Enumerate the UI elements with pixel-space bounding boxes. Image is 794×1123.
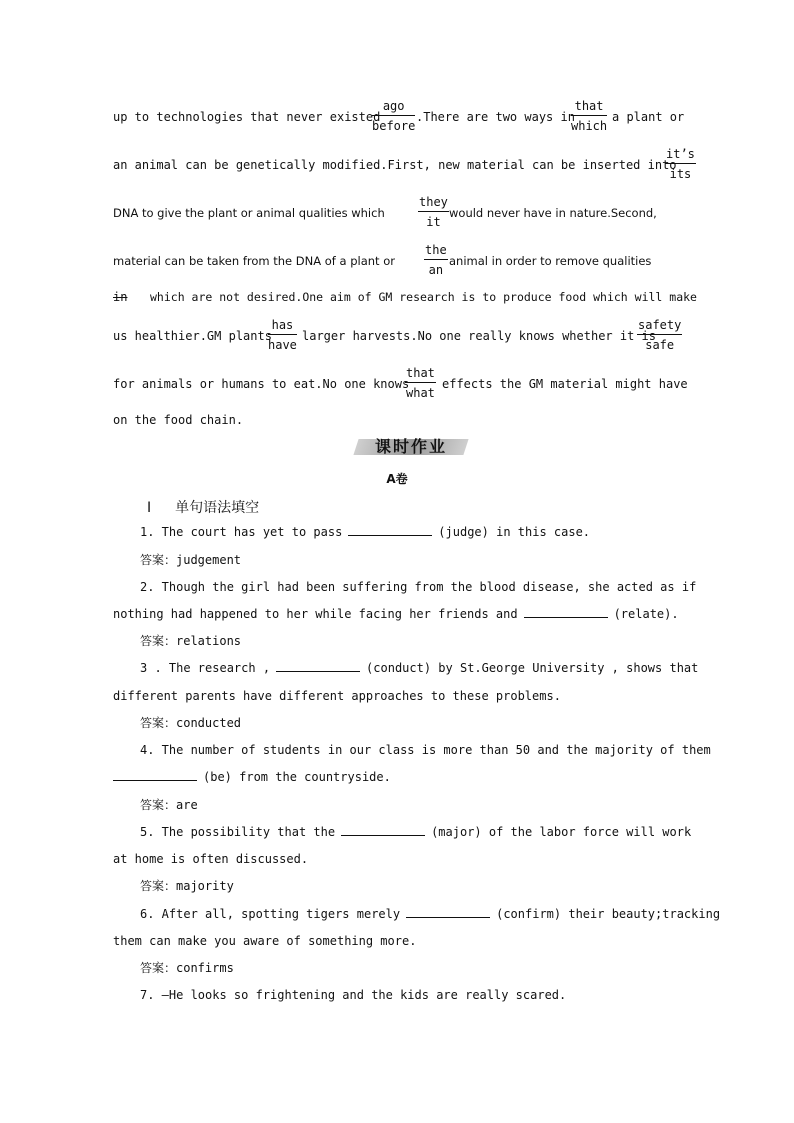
answer-line: 答案：majority	[140, 879, 234, 893]
passage-text: animal in order to remove qualities	[449, 254, 652, 268]
choice-fraction: that what	[406, 366, 435, 400]
passage-text: for animals or humans to eat.No one knows	[113, 377, 410, 391]
question-line: 6. After all, spotting tigers merely (confirm) their beauty;tracking	[140, 907, 721, 921]
subtitle: A卷	[386, 472, 408, 486]
answer-blank	[406, 907, 490, 918]
section-banner	[356, 436, 466, 458]
passage-text: up to technologies that never existed	[113, 110, 381, 124]
answer-line: 答案：judgement	[140, 553, 242, 567]
answer-line: 答案：conducted	[140, 716, 242, 730]
answer-blank	[524, 607, 608, 618]
choice-fraction: has have	[268, 318, 297, 352]
passage-text: material can be taken from the DNA of a plant or	[113, 254, 395, 268]
question-line: 1. The court has yet to pass (judge) in this case.	[140, 525, 591, 539]
section-number: Ⅰ	[147, 500, 152, 516]
choice-fraction: ago before	[372, 99, 416, 133]
question-line: (be) from the countryside.	[113, 769, 391, 785]
question-line: 4. The number of students in our class is more than 50 and the majority of them	[140, 743, 711, 757]
question-line: 2. Though the girl had been suffering from the blood disease, she acted as if	[140, 580, 697, 594]
question-line: 7. —He looks so frightening and the kids are really scared.	[140, 988, 567, 1002]
passage-text: would never have in nature.Second,	[449, 206, 657, 220]
question-line: nothing had happened to her while facing her friends and (relate).	[113, 607, 679, 621]
passage-text: .There are two ways in	[416, 110, 575, 124]
answer-line: 答案：are	[140, 798, 198, 812]
passage-text: on the food chain.	[113, 413, 244, 427]
answer-blank	[341, 825, 425, 836]
answer-blank	[113, 770, 197, 781]
passage-text: a plant or	[612, 110, 685, 124]
choice-fraction: that which	[571, 99, 608, 133]
passage-text: larger harvests.No one really knows whether it is	[302, 329, 657, 343]
struck-word: in	[113, 290, 128, 304]
question-line: different parents have different approaches to these problems.	[113, 689, 561, 703]
answer-blank	[276, 661, 360, 672]
answer-line: 答案：confirms	[140, 961, 234, 975]
passage-text: which are not desired.One aim of GM research is to produce food which will make	[150, 290, 697, 304]
banner-title: 课时作业	[374, 437, 447, 456]
choice-fraction: they it	[419, 195, 448, 229]
section-heading	[147, 497, 259, 517]
section-title: 单句语法填空	[175, 500, 260, 516]
question-line: 5. The possibility that the (major) of the labor force will work	[140, 825, 692, 839]
question-line: at home is often discussed.	[113, 852, 309, 866]
choice-fraction: safety safe	[638, 318, 682, 352]
answer-blank	[348, 525, 432, 536]
question-line: them can make you aware of something more.	[113, 934, 417, 948]
passage-text: DNA to give the plant or animal qualities which	[113, 206, 385, 220]
passage-text: effects the GM material might have	[442, 377, 688, 391]
choice-fraction: it’s its	[666, 147, 695, 181]
question-line: 3 . The research , (conduct) by St.George University , shows that	[140, 661, 699, 675]
choice-fraction: the an	[425, 243, 447, 277]
passage-text: an animal can be genetically modified.First, new material can be inserted into	[113, 158, 677, 172]
passage-text: us healthier.GM plants	[113, 329, 272, 343]
answer-line: 答案：relations	[140, 634, 242, 648]
